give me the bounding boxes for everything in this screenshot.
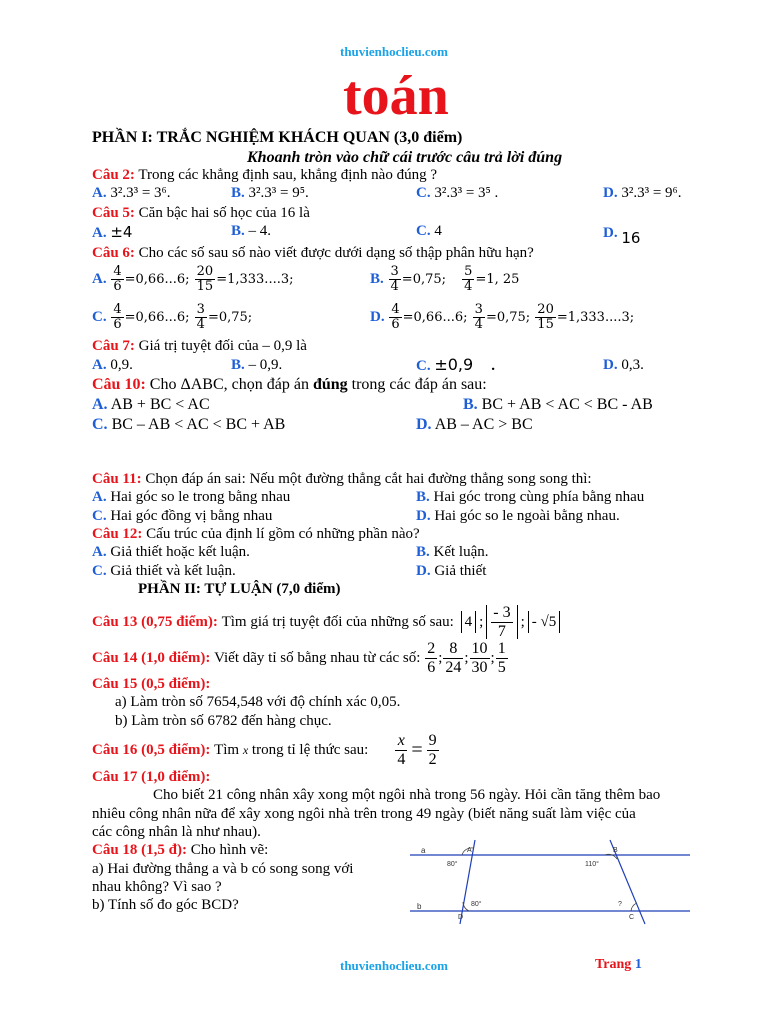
option-b[interactable] — [416, 489, 644, 506]
label-point-d: D — [458, 914, 464, 921]
header-site[interactable]: thuvienhoclieu.com — [340, 44, 448, 59]
question-5 — [92, 205, 310, 222]
page-label: Trang — [595, 957, 632, 972]
option-letter: B. — [231, 223, 245, 239]
fraction-num: 3 — [474, 302, 483, 317]
option-text: 3².3³ = 3⁶. — [110, 185, 171, 201]
question-label: Câu 7: — [92, 338, 135, 354]
option-a[interactable] — [92, 396, 210, 414]
question-text: Chọn đáp án sai: Nếu một đường thẳng cắt hai đường thẳng song song thì: — [145, 471, 592, 487]
option-letter: D. — [416, 508, 431, 524]
option-text: ±4 — [110, 223, 133, 241]
label-point-b: B — [613, 847, 618, 854]
option-d[interactable] — [370, 303, 634, 332]
option-text: AB – AC > BC — [434, 416, 533, 433]
page-number — [595, 957, 642, 973]
label-angle-80-top: 80° — [447, 861, 458, 868]
question-7 — [92, 338, 307, 355]
label-line-b: b — [417, 902, 422, 911]
fraction-num: 20 — [196, 264, 214, 279]
option-text: Hai góc trong cùng phía bằng nhau — [433, 489, 645, 505]
value: =1,333....3; — [216, 272, 294, 287]
question-text: Cho các số sau số nào viết được dưới dạng số thập phân hữu hạn? — [138, 245, 534, 261]
question-17-label: Câu 17 (1,0 điểm): — [92, 769, 211, 785]
option-b[interactable] — [231, 185, 309, 202]
fraction-num: 9 — [428, 731, 437, 749]
question-14 — [92, 638, 509, 678]
option-letter: C. — [92, 309, 107, 325]
option-text: Hai góc đồng vị bằng nhau — [110, 508, 273, 524]
question-text: Tìm giá trị tuyệt đối của những số sau: — [221, 613, 454, 630]
option-letter: C. — [416, 185, 431, 201]
option-letter: A. — [92, 185, 107, 201]
option-letter: B. — [231, 357, 245, 373]
fraction-num: 5 — [464, 264, 473, 279]
option-d[interactable] — [416, 416, 533, 434]
question-text: Giá trị tuyệt đối của – 0,9 là — [138, 338, 307, 354]
separator: ; — [464, 649, 469, 666]
fraction-num: 4 — [391, 302, 400, 317]
option-letter: A. — [92, 225, 107, 241]
option-letter: B. — [416, 489, 430, 505]
question-emphasis: đúng — [312, 376, 348, 393]
question-16 — [92, 732, 440, 768]
fraction-den: 4 — [397, 750, 406, 768]
question-text: Trong các khẳng định sau, khẳng định nào đúng ? — [138, 167, 437, 183]
value: =1, 25 — [475, 272, 520, 287]
fraction-num: 20 — [537, 302, 554, 317]
option-letter: C. — [92, 563, 107, 579]
question-15-label: Câu 15 (0,5 điểm): — [92, 676, 211, 692]
option-letter: D. — [603, 185, 618, 201]
fraction-den: 7 — [497, 622, 506, 640]
fraction-num: - 3 — [493, 603, 511, 621]
option-d[interactable] — [603, 185, 682, 202]
separator: ; — [438, 649, 443, 666]
option-text: ±0,9 — [434, 355, 474, 374]
option-a[interactable] — [92, 223, 132, 242]
fraction-num: 3 — [390, 264, 399, 279]
label-angle-unknown: ? — [618, 901, 622, 908]
label-line-a: a — [421, 846, 426, 855]
option-text: Giả thiết — [434, 563, 487, 579]
option-text: AB + BC < AC — [110, 396, 210, 413]
question-17-line2: nhiêu công nhân nữa để xây xong ngôi nhà trên trong 49 ngày (biết năng suất làm việc của — [92, 806, 636, 822]
option-letter: C. — [416, 358, 431, 374]
value: =0,66...6; — [402, 310, 468, 325]
fraction-num: 3 — [196, 302, 205, 317]
fraction-den: 6 — [113, 279, 122, 294]
option-letter: B. — [231, 185, 245, 201]
question-label: Câu 5: — [92, 205, 135, 221]
option-text: BC + AB < AC < BC - AB — [481, 396, 653, 413]
question-label: Câu 6: — [92, 245, 135, 261]
option-c[interactable] — [92, 508, 272, 525]
option-letter: A. — [92, 396, 108, 413]
option-text: 3².3³ = 9⁵. — [248, 185, 309, 201]
value: =0,66...6; — [124, 272, 190, 287]
equals-sign: = — [411, 738, 423, 761]
fraction-num: 8 — [443, 640, 463, 659]
question-label: Câu 12: — [92, 526, 143, 542]
geometry-figure — [405, 836, 695, 926]
option-text: Kết luận. — [433, 544, 489, 560]
fraction-num: 10 — [471, 639, 488, 657]
value: =0,75; — [401, 272, 447, 287]
option-letter: D. — [603, 225, 618, 241]
option-text: Giả thiết hoặc kết luận. — [110, 544, 250, 560]
value: - √5 — [531, 613, 557, 630]
question-10 — [92, 376, 487, 394]
question-label: Câu 16 (0,5 điểm): — [92, 741, 211, 758]
question-label: Câu 10: — [92, 376, 146, 393]
part1-instruction: Khoanh tròn vào chữ cái trước câu trả lời đúng — [247, 149, 563, 166]
option-c[interactable] — [92, 416, 285, 434]
fraction-den: 2 — [428, 750, 437, 768]
option-text: 0,9. — [110, 357, 133, 373]
option-letter: B. — [370, 271, 384, 287]
value: =0,75; — [207, 310, 253, 325]
question-13 — [92, 604, 563, 640]
question-label: Câu 13 (0,75 điểm): — [92, 613, 218, 630]
question-text: Tìm — [214, 741, 240, 758]
option-letter: A. — [92, 271, 107, 287]
fraction-den: 15 — [196, 279, 214, 294]
question-6 — [92, 245, 534, 262]
option-letter: B. — [416, 544, 430, 560]
option-b[interactable] — [463, 396, 653, 414]
question-text-post: trong tỉ lệ thức sau: — [251, 741, 369, 758]
fraction-den: 30 — [471, 658, 488, 676]
option-d[interactable] — [416, 508, 620, 525]
question-text: Cho hình vẽ: — [190, 842, 269, 858]
option-letter: D. — [416, 563, 431, 579]
option-d[interactable] — [603, 223, 641, 247]
fraction-den: 4 — [196, 317, 205, 332]
value: =0,75; — [485, 310, 531, 325]
question-11 — [92, 471, 592, 488]
option-c[interactable] — [92, 303, 252, 332]
option-a[interactable] — [92, 265, 294, 294]
variable-x: x — [242, 742, 249, 757]
label-point-c: C — [629, 914, 635, 921]
fraction-num: 4 — [113, 264, 122, 279]
fraction-den: 6 — [391, 317, 400, 332]
question-18-a2: nhau không? Vì sao ? — [92, 879, 222, 895]
option-d[interactable] — [416, 563, 486, 580]
separator: ; — [490, 649, 495, 666]
option-text: – 4. — [248, 223, 272, 239]
option-text: BC – AB < AC < BC + AB — [111, 416, 286, 433]
question-text-post: trong các đáp án sau: — [351, 376, 487, 393]
fraction-num: 1 — [497, 639, 506, 657]
label-angle-110: 110° — [585, 861, 599, 868]
fraction-den: 15 — [537, 317, 554, 332]
value: =0,66...6; — [124, 310, 190, 325]
option-c[interactable] — [416, 355, 495, 375]
fraction-num: x — [395, 732, 407, 751]
question-18 — [92, 842, 268, 859]
separator: ; — [479, 613, 484, 630]
angle-arc-c — [631, 903, 637, 911]
option-b[interactable] — [370, 265, 519, 294]
label-angle-80-bottom: 80° — [471, 901, 482, 908]
fraction-den: 6 — [113, 317, 122, 332]
option-text: 3².3³ = 9⁶. — [621, 185, 682, 201]
question-17-line3: các công nhân là như nhau). — [92, 824, 261, 840]
option-letter: A. — [92, 489, 107, 505]
option-dot: . — [491, 358, 495, 374]
fraction-den: 24 — [445, 658, 462, 676]
option-text: 4 — [434, 223, 442, 239]
fraction-den: 4 — [390, 279, 399, 294]
question-15-b: b) Làm tròn số 6782 đến hàng chục. — [115, 713, 332, 729]
option-a[interactable] — [92, 357, 133, 374]
option-d[interactable] — [603, 357, 644, 374]
question-2 — [92, 167, 437, 184]
question-17-line1: Cho biết 21 công nhân xây xong một ngôi nhà trong 56 ngày. Hỏi cần tăng thêm bao — [153, 787, 661, 803]
question-text: Viết dãy tỉ số bằng nhau từ các số: — [214, 649, 421, 666]
question-label: Câu 2: — [92, 167, 135, 183]
option-text: Hai góc so le trong bằng nhau — [110, 489, 291, 505]
option-a[interactable] — [92, 489, 290, 506]
option-a[interactable] — [92, 185, 171, 202]
option-letter: A. — [92, 357, 107, 373]
option-letter: C. — [416, 223, 431, 239]
option-text: 0,3. — [621, 357, 644, 373]
footer-site[interactable]: thuvienhoclieu.com — [340, 958, 448, 973]
option-c[interactable] — [416, 223, 442, 240]
option-text: – 0,9. — [248, 357, 283, 373]
question-label: Câu 18 (1,5 đ): — [92, 842, 188, 858]
label-point-a: A — [467, 847, 472, 854]
question-label: Câu 14 (1,0 điểm): — [92, 649, 211, 666]
value: =1,333....3; — [556, 310, 635, 325]
question-text: Căn bậc hai số học của 16 là — [138, 205, 310, 221]
fraction-num: 4 — [113, 302, 122, 317]
question-15-a: a) Làm tròn số 7654,548 với độ chính xác 0,05. — [115, 694, 401, 710]
option-letter: D. — [370, 309, 385, 325]
part2-heading: PHẦN II: TỰ LUẬN (7,0 điểm) — [138, 581, 341, 597]
option-text: Giả thiết và kết luận. — [110, 563, 236, 579]
fraction-den: 4 — [474, 317, 483, 332]
option-b[interactable] — [231, 357, 282, 374]
question-label: Câu 11: — [92, 471, 142, 487]
option-letter: A. — [92, 544, 107, 560]
option-c[interactable] — [416, 185, 498, 202]
page-title: toán — [343, 65, 449, 127]
option-letter: D. — [416, 416, 432, 433]
option-text: Hai góc so le ngoài bằng nhau. — [434, 508, 620, 524]
option-b[interactable] — [231, 223, 271, 240]
option-a[interactable] — [92, 544, 250, 561]
part1-heading: PHẦN I: TRẮC NGHIỆM KHÁCH QUAN (3,0 điểm) — [92, 129, 463, 146]
value: 4 — [464, 613, 473, 630]
fraction-den: 6 — [427, 658, 436, 676]
question-text: Cho ΔABC, chọn đáp án — [149, 376, 309, 393]
fraction-num: 2 — [427, 639, 436, 657]
question-text: Cấu trúc của định lí gồm có những phần nào? — [146, 526, 420, 542]
option-text: 3².3³ = 3⁵ . — [434, 185, 499, 201]
fraction-den: 4 — [464, 279, 473, 294]
option-letter: B. — [463, 396, 478, 413]
fraction-den: 5 — [497, 658, 506, 676]
option-letter: D. — [603, 357, 618, 373]
question-18-a1: a) Hai đường thẳng a và b có song song với — [92, 861, 354, 877]
page-num: 1 — [634, 957, 642, 972]
option-b[interactable] — [416, 544, 489, 561]
option-letter: C. — [92, 508, 107, 524]
question-18-b: b) Tính số đo góc BCD? — [92, 897, 239, 913]
separator: ; — [520, 613, 525, 630]
option-c[interactable] — [92, 563, 236, 580]
option-text: 16 — [621, 229, 641, 247]
question-12 — [92, 526, 420, 543]
option-letter: C. — [92, 416, 108, 433]
